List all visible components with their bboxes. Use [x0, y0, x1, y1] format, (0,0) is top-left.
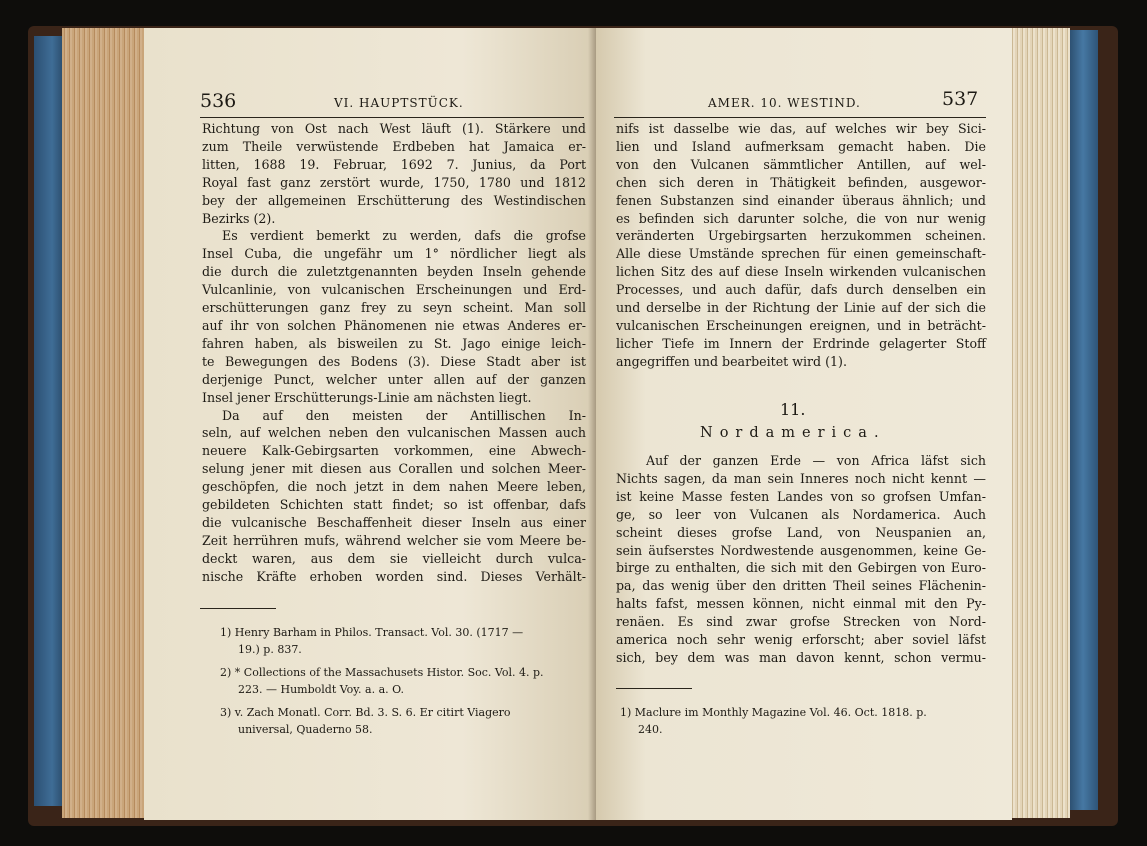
text-line: litten, 1688 19. Februar, 1692 7. Junius, da Port [202, 156, 586, 172]
text-line: vulcanischen Erscheinungen ereignen, und in beträcht- [616, 317, 986, 333]
footnote-line: 240. [638, 723, 663, 736]
cover-edge-left [34, 36, 64, 806]
page-number-left: 536 [200, 90, 237, 112]
text-line: lien und Island aufmerksam gemacht haben. Die [616, 138, 986, 154]
text-line: Processes, und auch dafür, dafs durch denselben ein [616, 282, 986, 298]
text-line: chen sich deren in Thätigkeit befinden, ausgewor- [616, 174, 986, 190]
text-line: auf ihr von solchen Phänomenen nie etwas Anderes er- [202, 317, 586, 333]
text-line: angegriffen und bearbeitet wird (1). [616, 353, 847, 369]
text-line: Auf der ganzen Erde — von Africa läfst sich [646, 453, 986, 468]
text-line: Zeit herrühren mufs, während welcher sie vom Meere be- [202, 532, 586, 548]
text-line: lichen Sitz des auf diese Inseln wirkenden vulcanischen [616, 264, 986, 280]
text-line: veränderten Urgebirgsarten herzukommen scheinen. [616, 228, 986, 244]
text-line: seln, auf welchen neben den vulcanischen Massen auch [202, 425, 586, 441]
text-line: Nichts sagen, da man sein Inneres noch nicht kennt — [616, 470, 986, 486]
footnote-line: 1) Henry Barham in Philos. Transact. Vol. 30. (1717 — [220, 626, 524, 639]
left-footnotes [220, 624, 590, 738]
text-line: Alle diese Umstände sprechen für einen gemeinschaft- [616, 246, 986, 262]
section-title: Nordamerica. [700, 425, 886, 441]
text-line: es befinden sich darunter solche, die von nur wenig [616, 210, 986, 226]
text-line: te Bewegungen des Bodens (3). Diese Stadt aber ist [202, 353, 586, 369]
footnote-line: 3) v. Zach Monatl. Corr. Bd. 3. S. 6. Er citirt Viagero [220, 706, 511, 719]
text-line: scheint dieses grofse Land, von Neuspanien an, [616, 524, 986, 540]
text-line: gebildeten Schichten statt findet; so ist offenbar, dafs [202, 497, 586, 513]
footnote-line: 223. — Humboldt Voy. a. a. O. [238, 683, 405, 696]
text-line: nifs ist dasselbe wie das, auf welches wir bey Sici- [616, 121, 986, 136]
text-line: Vulcanlinie, von vulcanischen Erscheinungen und Erd- [202, 282, 586, 298]
text-line: erschütterungen ganz frey zu seyn scheint. Man soll [202, 300, 586, 316]
text-line: halts fafst, messen können, nicht einmal mit den Py- [616, 596, 986, 612]
text-line: Royal fast ganz zerstört wurde, 1750, 1780 und 1812 [202, 174, 586, 190]
text-line: deckt waren, aus dem sie vielleicht durch vulca- [202, 550, 586, 566]
left-page [144, 28, 598, 820]
text-line: selung jener mit diesen aus Corallen und solchen Meer- [202, 461, 586, 477]
left-body-text [202, 120, 586, 586]
text-line: von den Vulcanen sämmtlicher Antillen, auf wel- [616, 156, 986, 172]
text-line: Es verdient bemerkt zu werden, dafs die grofse [222, 228, 586, 244]
text-line: Richtung von Ost nach West läuft (1). Stärkere und [202, 121, 586, 136]
text-line: ist keine Masse festen Landes von so grofsen Umfan- [616, 488, 986, 504]
page-edges-left [62, 28, 144, 818]
text-line: und derselbe in der Richtung der Linie auf der sich die [616, 300, 986, 316]
text-line: bey der allgemeinen Erschütterung des Westindischen [202, 192, 586, 208]
footnote-line: 1) Maclure im Monthly Magazine Vol. 46. Oct. 1818. p. [620, 706, 927, 719]
right-body-text-bottom [616, 452, 986, 667]
text-line: sich, bey dem was man davon kennt, schon vermu- [616, 649, 986, 665]
footnote-line: universal, Quaderno 58. [238, 723, 373, 736]
page-number-right: 537 [942, 88, 979, 110]
text-line: fahren haben, als bisweilen zu St. Jago einige leich- [202, 335, 586, 351]
footnote-rule-left [200, 608, 276, 609]
cover-edge-right [1068, 30, 1098, 810]
text-line: Insel Cuba, die ungefähr um 1° nördlicher liegt als [202, 246, 586, 262]
text-line: sein äufserstes Nordwestende ausgenommen, keine Ge- [616, 542, 986, 558]
section-number: 11. [780, 400, 806, 419]
header-rule-left [200, 117, 584, 118]
text-line: geschöpfen, die noch jetzt in dem nahen Meere leben, [202, 479, 586, 495]
footnote-line: 2) * Collections of the Massachusets Histor. Soc. Vol. 4. p. [220, 666, 544, 679]
right-body-text-top [616, 120, 986, 371]
footnote-rule-right [616, 688, 692, 689]
running-header-right: AMER. 10. WESTIND. [708, 96, 861, 110]
right-footnotes [620, 704, 990, 738]
text-line: Bezirks (2). [202, 210, 276, 226]
text-line: nische Kräfte erhoben worden sind. Dieses Verhält- [202, 568, 586, 584]
text-line: america noch sehr wenig erforscht; aber soviel läfst [616, 632, 986, 648]
text-line: pa, das wenig über den dritten Theil seines Flächenin- [616, 578, 986, 594]
footnote-line: 19.) p. 837. [238, 643, 302, 656]
text-line: neuere Kalk-Gebirgsarten vorkommen, eine Abwech- [202, 443, 586, 459]
text-line: fenen Substanzen sind einander überaus ähnlich; und [616, 192, 986, 208]
running-header-left: VI. HAUPTSTÜCK. [334, 96, 464, 110]
text-line: derjenige Punct, welcher unter allen auf der ganzen [202, 371, 586, 387]
text-line: zum Theile verwüstende Erdbeben hat Jamaica er- [202, 138, 586, 154]
text-line: licher Tiefe im Innern der Erdrinde gelagerter Stoff [616, 335, 986, 351]
text-line: die durch die zuletztgenannten beyden Inseln gehende [202, 264, 586, 280]
header-rule-right [614, 117, 986, 118]
text-line: Da auf den meisten der Antillischen In- [222, 407, 586, 423]
text-line: renäen. Es sind zwar grofse Strecken von Nord- [616, 614, 986, 630]
page-edges-right [1010, 28, 1070, 818]
text-line: Insel jener Erschütterungs-Linie am nächsten liegt. [202, 389, 532, 405]
right-page [596, 28, 1012, 820]
text-line: birge zu enthalten, die sich mit den Gebirgen von Euro- [616, 560, 986, 576]
text-line: die vulcanische Beschaffenheit dieser Inseln aus einer [202, 514, 586, 530]
text-line: ge, so leer von Vulcanen als Nordamerica. Auch [616, 506, 986, 522]
